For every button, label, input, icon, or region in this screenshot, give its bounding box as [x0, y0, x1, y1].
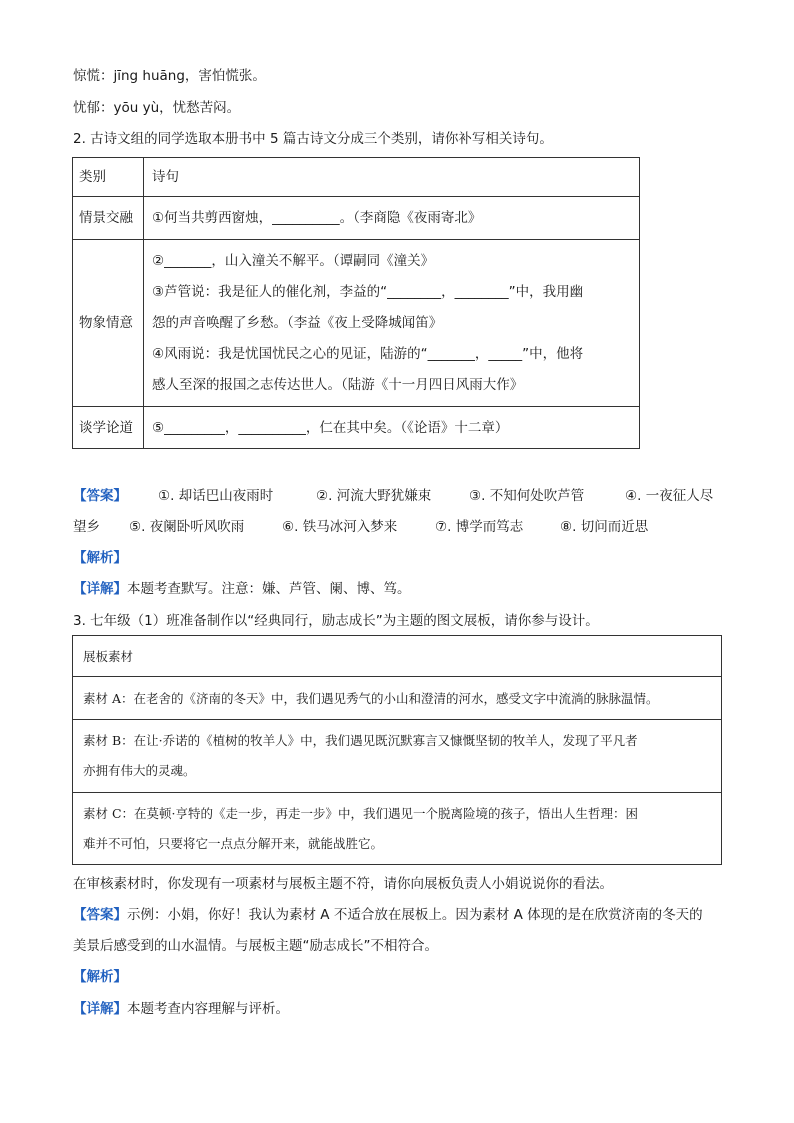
material-line: 难并不可怕，只要将它一点点分解开来，就能战胜它。 [83, 835, 384, 851]
material-cell [73, 793, 722, 865]
answer-label: 【答案】 [73, 488, 127, 504]
answer-item [435, 517, 523, 537]
poem-line: ④风雨说：我是忧国忧民之心的见证，陆游的“_______，_____”中，他将 [152, 345, 584, 362]
table-header-row [73, 158, 640, 197]
answer-continuation: 望乡 [73, 519, 100, 535]
answer-item [625, 486, 713, 506]
detail-label: 【详解】 [73, 581, 127, 597]
material-row [73, 793, 722, 865]
answer-item [316, 486, 431, 506]
question-2-stem: 2. 古诗文组的同学选取本册书中 5 篇古诗文分成三个类别，请你补写相关诗句。 [73, 131, 553, 147]
answer-line-continued: 美景后感受到的山水温情。与展板主题“励志成长”不相符合。 [73, 938, 438, 954]
detail-text: 本题考查内容理解与评析。 [127, 1001, 289, 1017]
answer-num: ③. [469, 488, 486, 504]
material-line: 素材 C：在莫顿·亨特的《走一步，再走一步》中，我们遇见一个脱离险境的孩子，悟出人生哲理：困 [83, 805, 639, 821]
material-header-row [73, 636, 722, 677]
detail-label: 【详解】 [73, 1001, 127, 1017]
table-row [73, 407, 640, 449]
answer-num: ②. [316, 488, 333, 504]
poem-line: ③芦管说：我是征人的催化剂，李益的“________，________”中，我用幽 [152, 283, 584, 300]
material-header: 展板素材 [73, 636, 722, 677]
table-row [73, 240, 640, 407]
category-cell: 情景交融 [73, 197, 144, 240]
answer-item [158, 486, 273, 506]
vocab-line: 忧郁：yōu yù，忧愁苦闷。 [73, 100, 241, 116]
vocab-line: 惊慌：jīng huāng，害怕慌张。 [73, 68, 266, 84]
answer-num: ④. [625, 488, 642, 504]
answer-text: 博学而笃志 [455, 519, 524, 535]
poem-table [72, 157, 640, 449]
answer-text: 铁马冰河入梦来 [302, 519, 398, 535]
answer-num: ⑥. [282, 519, 299, 535]
detail-line [73, 579, 411, 599]
category-cell: 物象情意 [73, 240, 144, 407]
answer-item [129, 517, 244, 537]
material-cell: 素材 A：在老舍的《济南的冬天》中，我们遇见秀气的小山和澄清的河水，感受文字中流淌的脉脉温情。 [73, 677, 722, 720]
question-3-stem: 3. 七年级（1）班准备制作以“经典同行，励志成长”为主题的图文展板，请你参与设计。 [73, 613, 599, 629]
answer-line [73, 905, 703, 925]
answer-item [560, 517, 648, 537]
answer-num: ①. [158, 488, 175, 504]
detail-text: 本题考查默写。注意：嫌、芦管、阑、博、笃。 [127, 581, 411, 597]
answer-num: ⑧. [560, 519, 577, 535]
answer-text: 一夜征人尽 [645, 488, 714, 504]
detail-line [73, 999, 289, 1019]
material-line: 亦拥有伟大的灵魂。 [83, 763, 196, 778]
table-header-category: 类别 [73, 158, 144, 197]
answer-item [469, 486, 584, 506]
answer-line [73, 486, 127, 506]
answer-text: 示例：小娟，你好！我认为素材 A 不适合放在展板上。因为素材 A 体现的是在欣赏济南的冬天的 [127, 907, 703, 923]
material-cell [73, 720, 722, 793]
poem-cell: ⑤_________，__________，仁在其中矣。（《论语》十二章） [144, 407, 640, 449]
answer-text: 切问而近思 [580, 519, 649, 535]
material-table [72, 635, 722, 865]
category-cell: 谈学论道 [73, 407, 144, 449]
answer-num: ⑦. [435, 519, 452, 535]
poem-line: 感人至深的报国之志传达世人。（陆游《十一月四日风雨大作》 [152, 376, 524, 393]
analysis-label: 【解析】 [73, 969, 127, 985]
answer-text: 却话巴山夜雨时 [178, 488, 274, 504]
material-row [73, 677, 722, 720]
poem-line: ②_______，山入潼关不解平。（谭嗣同《潼关》 [152, 252, 435, 269]
question-3-prompt: 在审核素材时，你发现有一项素材与展板主题不符，请你向展板负责人小娟说说你的看法。 [73, 876, 613, 892]
material-row [73, 720, 722, 793]
answer-text: 夜阑卧听风吹雨 [149, 519, 245, 535]
answer-num: ⑤. [129, 519, 146, 535]
poem-line: 怨的声音唤醒了乡愁。（李益《夜上受降城闻笛》 [152, 314, 443, 331]
answer-label: 【答案】 [73, 907, 127, 923]
material-line: 素材 B：在让·乔诺的《植树的牧羊人》中，我们遇见既沉默寡言又慷慨坚韧的牧羊人，发现了平凡者 [83, 733, 638, 748]
answer-item [282, 517, 397, 537]
poem-cell: ①何当共剪西窗烛，__________。（李商隐《夜雨寄北》 [144, 197, 640, 240]
analysis-label: 【解析】 [73, 550, 127, 566]
answer-text: 不知何处吹芦管 [489, 488, 585, 504]
table-header-poem: 诗句 [144, 158, 640, 197]
answer-text: 河流大野犹嫌束 [336, 488, 432, 504]
table-row [73, 197, 640, 240]
poem-cell [144, 240, 640, 407]
